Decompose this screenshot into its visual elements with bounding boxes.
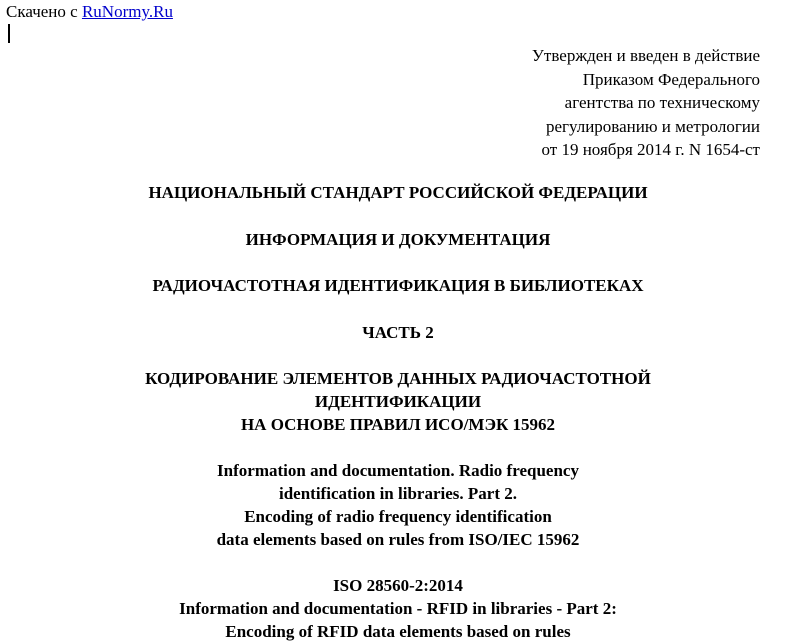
approval-line: регулированию и метрологии: [545, 116, 760, 136]
english-title-line: data elements based on rules from ISO/IEC 15962: [216, 530, 580, 549]
english-title-line: Encoding of radio frequency identification: [244, 507, 552, 526]
iso-reference: [0, 574, 790, 643]
encoding-title-line: КОДИРОВАНИЕ ЭЛЕМЕНТОВ ДАННЫХ РАДИОЧАСТОТНОЙ: [145, 369, 651, 388]
source-line: [6, 0, 173, 23]
source-link[interactable]: RuNormy.Ru: [81, 2, 173, 21]
standard-title: [0, 181, 790, 204]
approval-block: [532, 44, 760, 162]
text-cursor: [8, 24, 10, 43]
english-title: [0, 459, 790, 551]
encoding-title: [0, 367, 790, 436]
iso-title-line: Encoding of RFID data elements based on rules: [225, 622, 571, 641]
subject-title-text: ИНФОРМАЦИЯ И ДОКУМЕНТАЦИЯ: [245, 230, 551, 249]
source-prefix: Скачено с: [6, 2, 82, 21]
iso-title-line: Information and documentation - RFID in libraries - Part 2:: [179, 599, 617, 618]
standard-title-text: НАЦИОНАЛЬНЫЙ СТАНДАРТ РОССИЙСКОЙ ФЕДЕРАЦИИ: [148, 183, 648, 202]
subject-title: [0, 228, 790, 251]
part-title-text: ЧАСТЬ 2: [362, 323, 434, 342]
approval-line: от 19 ноября 2014 г. N 1654-ст: [541, 140, 760, 159]
approval-line: агентства по техническому: [564, 93, 760, 112]
rfid-title: [0, 274, 790, 297]
encoding-title-line: НА ОСНОВЕ ПРАВИЛ ИСО/МЭК 15962: [240, 415, 556, 434]
part-title: [0, 321, 790, 344]
approval-line: Приказом Федерального: [582, 69, 760, 89]
english-title-line: Information and documentation. Radio frequency: [217, 461, 579, 480]
english-title-line: identification in libraries. Part 2.: [279, 484, 517, 503]
encoding-title-line: ИДЕНТИФИКАЦИИ: [314, 392, 482, 411]
approval-line: Утвержден и введен в действие: [531, 46, 760, 65]
iso-number: ISO 28560-2:2014: [333, 576, 463, 595]
rfid-title-text: РАДИОЧАСТОТНАЯ ИДЕНТИФИКАЦИЯ В БИБЛИОТЕКАХ: [152, 276, 644, 295]
